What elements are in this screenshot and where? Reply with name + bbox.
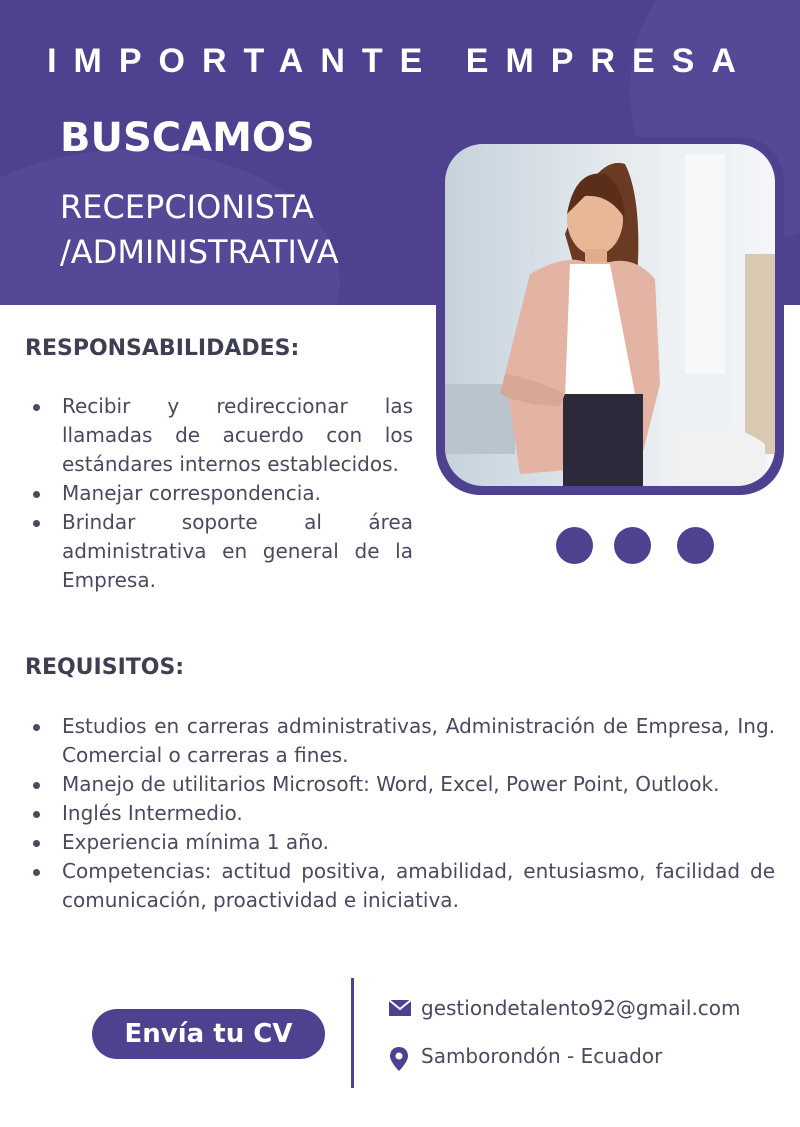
list-item: Experiencia mínima 1 año. [25,828,775,857]
bullet-icon [33,404,40,411]
location-text: Samborondón - Ecuador [421,1044,663,1068]
responsibilities-list [25,392,413,595]
send-cv-button[interactable]: Envía tu CV [92,1009,325,1059]
envelope-icon [388,998,412,1018]
bullet-icon [33,782,40,789]
bullet-icon [33,724,40,731]
list-item: Recibir y redireccionar las llamadas de acuerdo con los estándares internos establecidos. [25,392,413,479]
circle-icon [556,527,593,564]
map-pin-icon [388,1046,410,1072]
receptionist-illustration [445,144,775,486]
list-item: Manejo de utilitarios Microsoft: Word, Excel, Power Point, Outlook. [25,770,775,799]
email-text[interactable]: gestiondetalento92@gmail.com [421,996,741,1020]
requirements-list [25,712,775,915]
job-position [60,185,339,275]
headline: BUSCAMOS [60,115,315,161]
list-item: Inglés Intermedio. [25,799,775,828]
bullet-icon [33,811,40,818]
bullet-icon [33,520,40,527]
list-item: Estudios en carreras administrativas, Administración de Empresa, Ing. Comercial o carreras a fines. [25,712,775,770]
job-position-line-1: RECEPCIONISTA [60,188,314,226]
list-item: Competencias: actitud positiva, amabilidad, entusiasmo, facilidad de comunicación, proactividad e iniciativa. [25,857,775,915]
bullet-icon [33,869,40,876]
receptionist-photo [445,144,775,486]
company-title: IMPORTANTE EMPRESA [47,42,753,80]
list-item: Brindar soporte al área administrativa en general de la Empresa. [25,508,413,595]
bullet-icon [33,840,40,847]
circle-icon [677,527,714,564]
job-position-line-2: /ADMINISTRATIVA [60,233,339,271]
circle-icon [614,527,651,564]
requirements-title: REQUISITOS: [25,655,185,680]
responsibilities-title: RESPONSABILIDADES: [25,336,300,361]
divider [351,978,354,1088]
list-item: Manejar correspondencia. [25,479,413,508]
bullet-icon [33,491,40,498]
